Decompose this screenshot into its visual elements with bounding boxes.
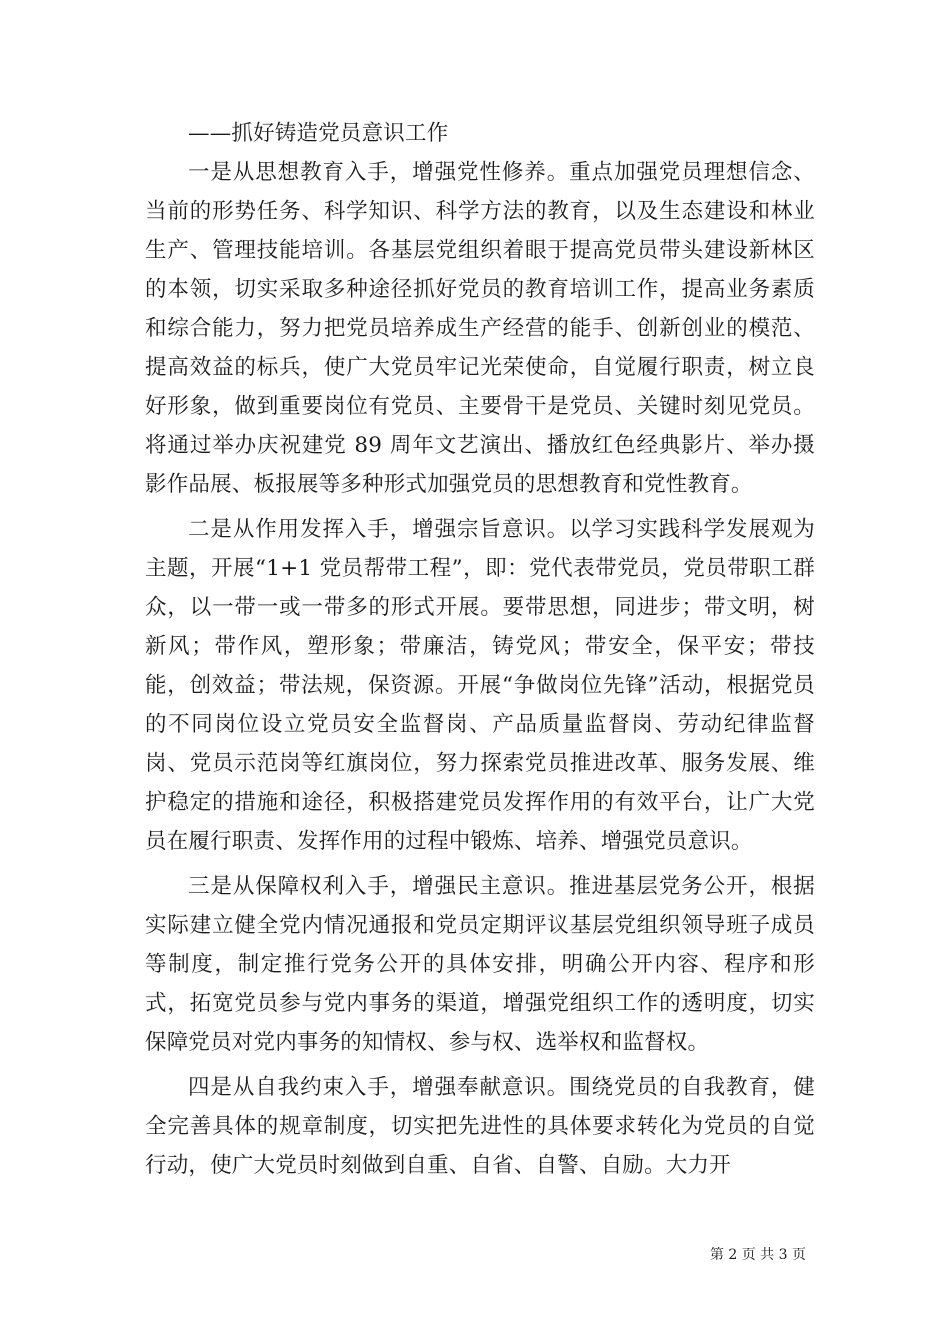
paragraph-role-playing: 二是从作用发挥入手，增强宗旨意识。以学习实践科学发展观为主题，开展“1+1 党员帮带工程”，即：党代表带党员，党员带职工群众，以一带一或一带多的形式开展。要带思想，同进步；带文明，树新风；带作风，塑形象；带廉洁，铸党风；带安全，保平安；带技能，创效益；带法规，保资源。开展“争做岗位先锋”活动，根据党员的不同岗位设立党员安全监督岗、产品质量监督岗、劳动纪律监督岗、党员示范岗等红旗岗位，努力探索党员推进改革、服务发展、维护稳定的措施和途径，积极搭建党员发挥作用的有效平台，让广大党员在履行职责、发挥作用的过程中锻炼、培养、增强党员意识。 bbox=[145, 517, 815, 854]
document-body bbox=[145, 114, 815, 1185]
paragraph-ideological-education: 一是从思想教育入手，增强党性修养。重点加强党员理想信念、当前的形势任务、科学知识、科学方法的教育，以及生态建设和林业生产、管理技能培训。各基层党组织着眼于提高党员带头建设新林区的本领，切实采取多种途径抓好党员的教育培训工作，提高业务素质和综合能力，努力把党员培养成生产经营的能手、创新创业的模范、提高效益的标兵，使广大党员牢记光荣使命，自觉履行职责，树立良好形象，做到重要岗位有党员、主要骨干是党员、关键时刻见党员。将通过举办庆祝建党 89 周年文艺演出、播放红色经典影片、举办摄影作品展、板报展等多种形式加强党员的思想教育和党性教育。 bbox=[145, 160, 815, 497]
paragraph-rights-protection: 三是从保障权利入手，增强民主意识。推进基层党务公开，根据实际建立健全党内情况通报和党员定期评议基层党组织领导班子成员等制度，制定推行党务公开的具体安排，明确公开内容、程序和形式，拓宽党员参与党内事务的渠道，增强党组织工作的透明度，切实保障党员对党内事务的知情权、参与权、选举权和监督权。 bbox=[145, 874, 815, 1055]
paragraph-self-discipline: 四是从自我约束入手，增强奉献意识。围绕党员的自我教育，健全完善具体的规章制度，切实把先进性的具体要求转化为党员的自觉行动，使广大党员时刻做到自重、自省、自警、自励。大力开 bbox=[145, 1075, 815, 1178]
section-heading: ——抓好铸造党员意识工作 bbox=[188, 121, 449, 146]
page-number: 第 2 页 共 3 页 bbox=[709, 1247, 806, 1263]
